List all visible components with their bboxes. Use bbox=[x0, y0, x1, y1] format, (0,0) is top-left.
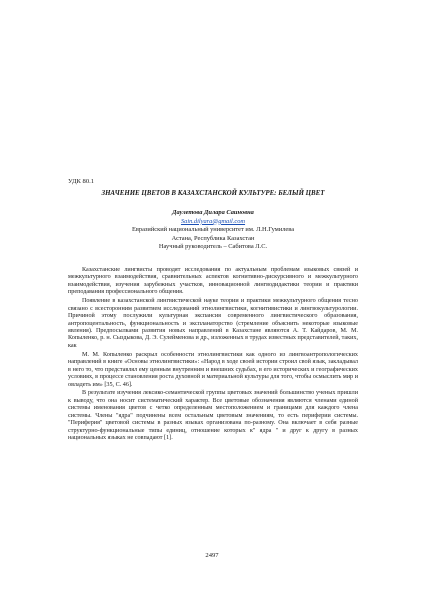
author-name: Даулетова Дилара Саиновна bbox=[172, 209, 254, 216]
author-email-link[interactable]: Sain.dilyara@gmail.com bbox=[180, 217, 246, 225]
page-number: 2497 bbox=[205, 552, 219, 559]
udc-code: УДК 80.1 bbox=[68, 178, 95, 185]
body-paragraph: М. М. Копыленко раскрыл особенности этнолингвистики как одного из лингвоантропологических направлений в книге «Основы этнолингвистики»: «Народ в ходе своей истории строил свой язык, закладывал в него то, что представлял ему ценным внутренним и внешних судьбах, в его исторических и географических условиях, в процессе становления роста духовной и материальной культуры для того, чтобы осмыслить мир и овладеть им» [35, С. 46]. bbox=[68, 351, 358, 388]
article-title: ЗНАЧЕНИЕ ЦВЕТОВ В КАЗАХСТАНСКОЙ КУЛЬТУРЕ: БЕЛЫЙ ЦВЕТ bbox=[101, 190, 325, 197]
body-paragraph: Казахстанские лингвисты проводят исследования по актуальным проблемам языковых связей и межкультурного взаимодействия, сравнительных аспектов когнитивно-дискурсивного и межкультурного взаимодействия, изучения зарубежных участков, инновационной лингводидактики теории и практики преподавания профессионального общения. bbox=[68, 267, 358, 296]
author-city: Астана, Республика Казахстан bbox=[171, 234, 255, 242]
article-body bbox=[68, 267, 358, 444]
body-paragraph: Появление в казахстанской лингвистической науке теории и практики межкультурного общения тесно связано с всесторонним развитием исследований этнолингвистики, когнитивистики и лингвокультурологии. Причиной этому послужили культурная экспансия современного лингвистического образования, антропоцентальность, функциональность и экспланаторство (стремление объяснить некоторые языковые явления). Предпосылками развития новых направлений в Казахстане являются А. Т. Кайдаров, М. М. Копыленко, р. н. Сыздыкова, Д. Э. Сулейменова и др., изложенных в трудах известных представителей, таких, как bbox=[68, 298, 358, 349]
body-paragraph: В результате изучения лексико-семантической группы цветовых значений большинство ученых пришли к выводу, что она носит систематический характер. Все цветовые обозначения являются членами единой системы именования цветов с четко определенным местоположением и границами для каждого члена системы. Члены "ядра" подчинены всем остальным цветовым значениям, то есть периферии системы. "Периферия" цветовой системы в разных языках организована по-разному. Она включает в себя разные структурно-функциональные типы единиц, отношение которых к" ядра " и друг к другу в разных национальных языках не совпадают [1]. bbox=[68, 390, 358, 442]
author-block bbox=[68, 209, 358, 252]
author-affiliation: Евразийский национальный университет им. Л.Н.Гумилева bbox=[131, 226, 295, 234]
scientific-supervisor: Научный руководитель – Сабитова Л.С. bbox=[158, 243, 268, 251]
